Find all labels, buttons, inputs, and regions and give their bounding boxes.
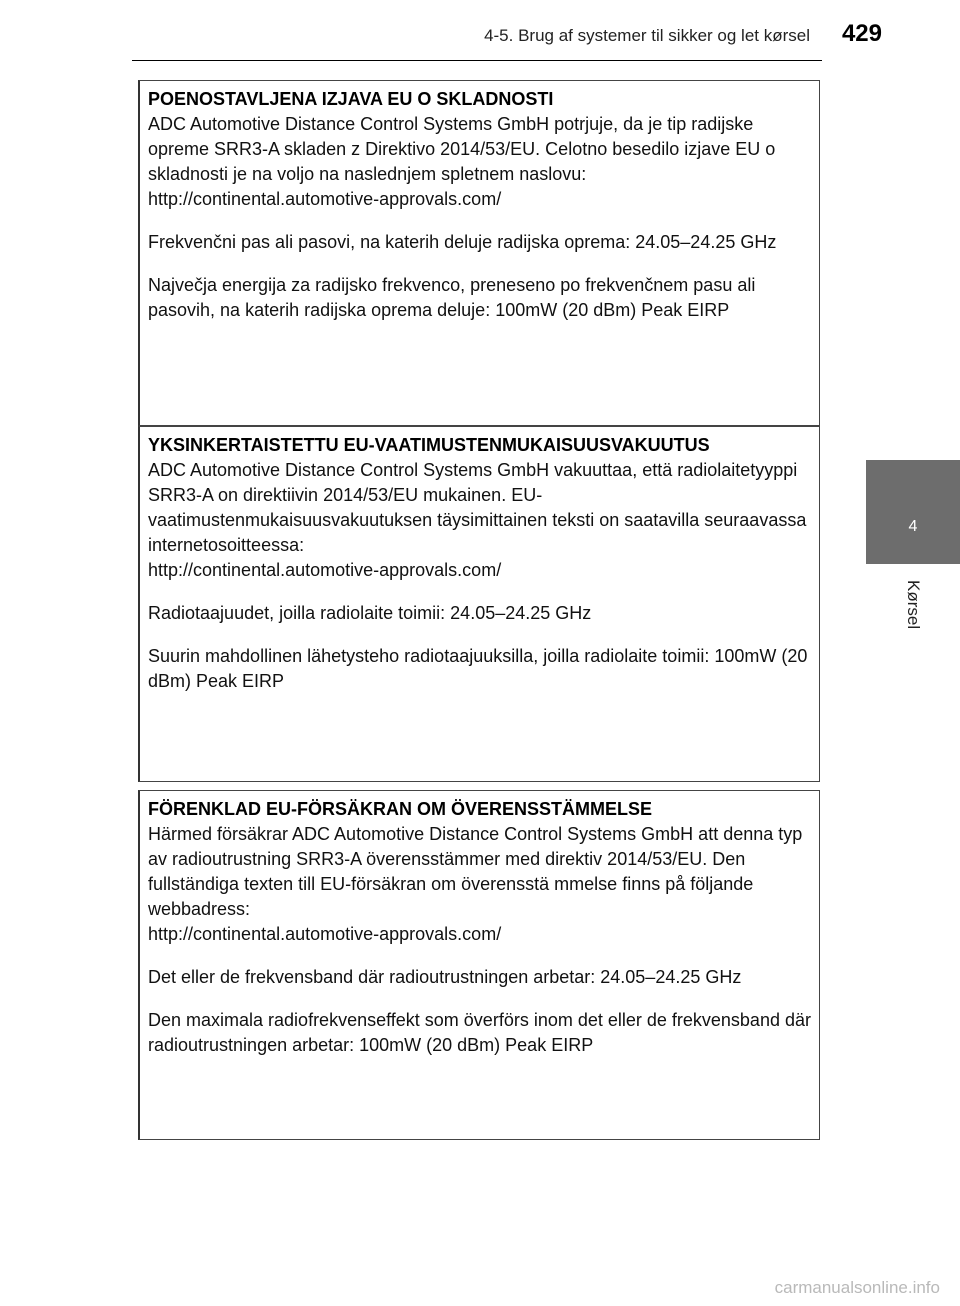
running-header: 4-5. Brug af systemer til sikker og let kørsel	[484, 26, 810, 45]
power-text: Den maximala radiofrekvenseffekt som överförs inom det eller de frekvensband där radioutrustningen arbetar: 100mW (20 dBm) Peak EIRP	[148, 1010, 811, 1055]
watermark: carmanualsonline.info	[774, 1278, 940, 1297]
declaration-text: ADC Automotive Distance Control Systems GmbH potrjuje, da je tip radijske opreme SRR3-A skladen z Direktivo 2014/53/EU. Celotno besedilo izjave EU o skladnosti je na voljo na naslednjem spletnem naslovu:	[148, 114, 776, 184]
declaration-url: http://continental.automotive-approvals.com/	[148, 189, 502, 209]
frequency-text: Radiotaajuudet, joilla radiolaite toimii: 24.05–24.25 GHz	[148, 603, 592, 623]
declaration-text: ADC Automotive Distance Control Systems GmbH vakuuttaa, että radiolaitetyyppi SRR3-A on direktiivin 2014/53/EU mukainen. EU-vaatimustenmukaisuusvakuutuksen täysimittainen teksti on saatavilla seuraavassa internetosoitteessa:	[148, 460, 807, 555]
declaration-slovenian	[138, 80, 820, 426]
chapter-tab[interactable]	[866, 460, 960, 564]
section-heading: POENOSTAVLJENA IZJAVA EU O SKLADNOSTI	[148, 89, 554, 109]
power-text: Največja energija za radijsko frekvenco, preneseno po frekvenčnem pasu ali pasovih, na katerih radijska oprema deluje: 100mW (20 dBm) Peak EIRP	[148, 275, 756, 320]
chapter-number: 4	[908, 518, 918, 535]
declaration-url: http://continental.automotive-approvals.com/	[148, 924, 502, 944]
frequency-text: Det eller de frekvensband där radioutrustningen arbetar: 24.05–24.25 GHz	[148, 967, 742, 987]
power-text: Suurin mahdollinen lähetysteho radiotaajuuksilla, joilla radiolaite toimii: 100mW (20 dBm) Peak EIRP	[148, 646, 808, 691]
declaration-text: Härmed försäkrar ADC Automotive Distance Control Systems GmbH att denna typ av radioutrustning SRR3-A överensstämmer med direktiv 2014/53/EU. Den fullständiga texten till EU-försäkran om överensstä mmelse finns på följande webbadress:	[148, 824, 803, 919]
section-heading: FÖRENKLAD EU-FÖRSÄKRAN OM ÖVERENSSTÄMMELSE	[148, 799, 653, 819]
declaration-swedish	[138, 790, 820, 1140]
section-heading: YKSINKERTAISTETTU EU-VAATIMUSTENMUKAISUUSVAKUUTUS	[148, 435, 710, 455]
declaration-finnish	[138, 426, 820, 782]
page-number: 429	[841, 20, 882, 47]
frequency-text: Frekvenčni pas ali pasovi, na katerih deluje radijska oprema: 24.05–24.25 GHz	[148, 232, 777, 252]
chapter-label: Kørsel	[904, 580, 923, 630]
declaration-url: http://continental.automotive-approvals.com/	[148, 560, 502, 580]
header-rule	[132, 60, 822, 61]
